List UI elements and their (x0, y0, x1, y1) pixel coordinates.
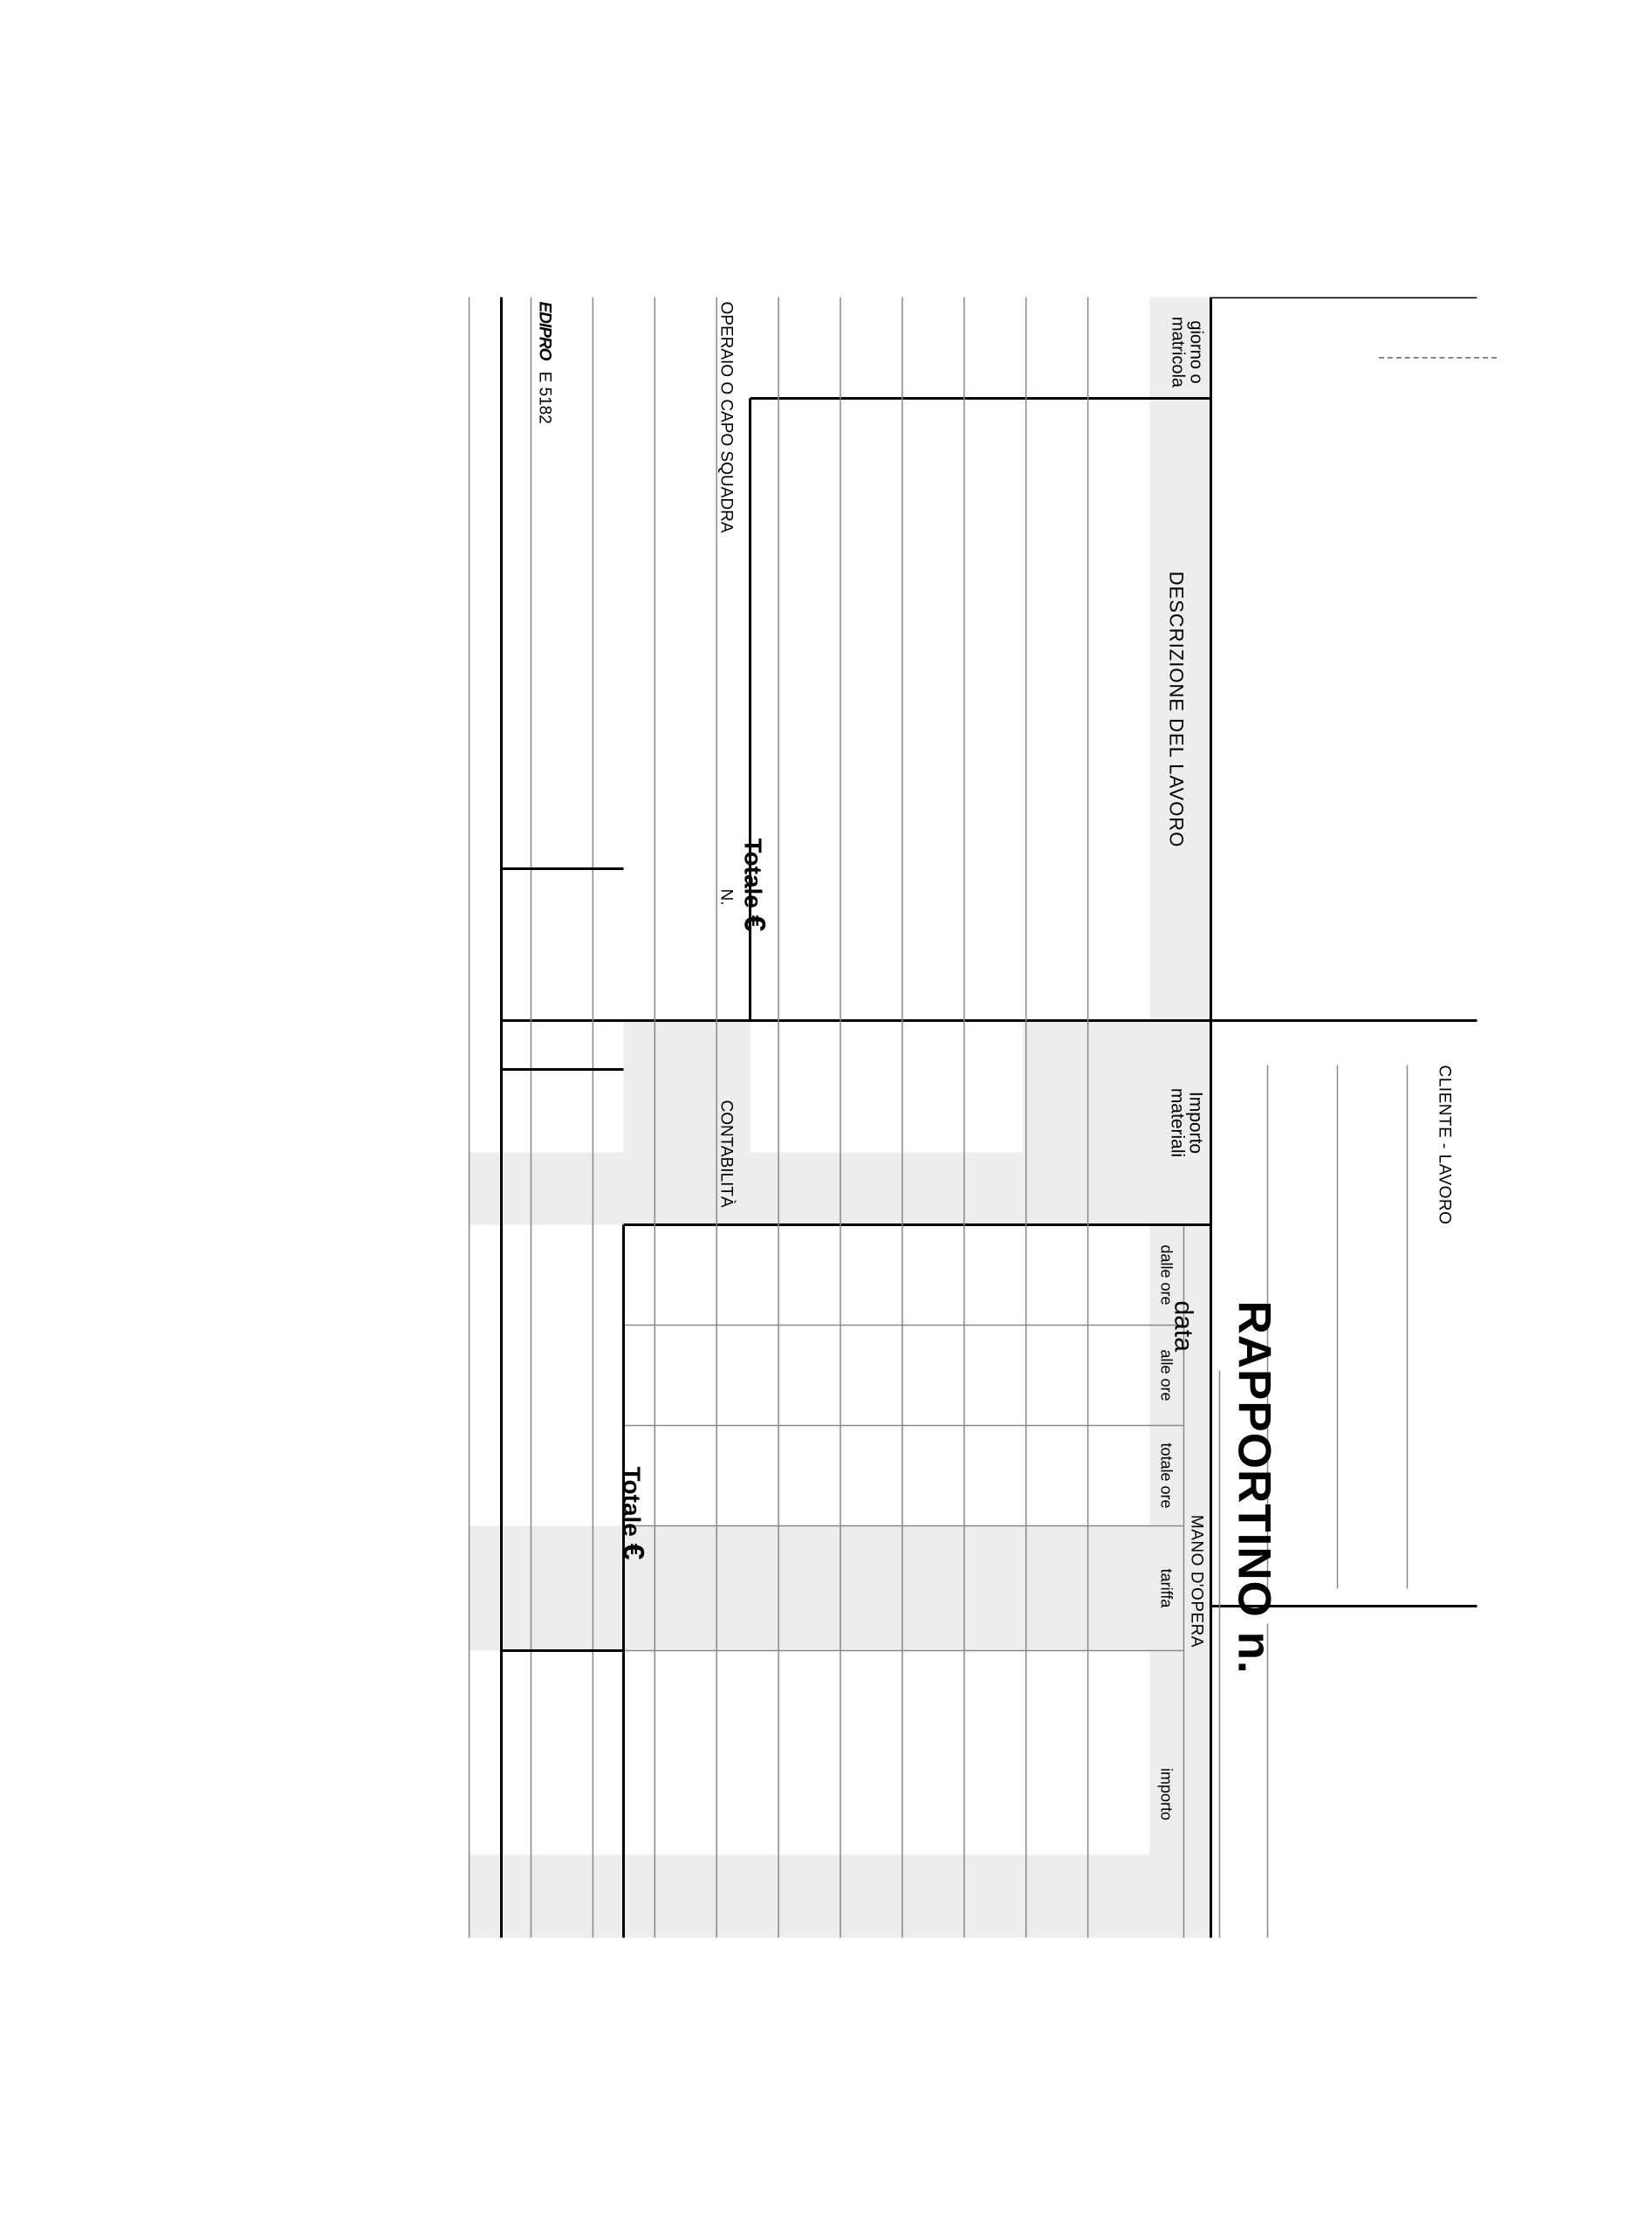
giorno-label: giorno o (1186, 319, 1206, 384)
materiali-cell-shade (1088, 1152, 1150, 1224)
tariffa-cell-shade (902, 1525, 964, 1650)
rapportino-form (295, 297, 1477, 1937)
data-label: data (1169, 1300, 1198, 1352)
dalle-ore-header: dalle ore (1157, 1244, 1176, 1305)
importo-cell-shade (655, 1854, 716, 1937)
materiali-cell-shade (964, 1152, 1026, 1224)
mano-opera-header: MANO D'OPERA (1187, 1514, 1206, 1648)
operaio-label: OPERAIO O CAPO SQUADRA (716, 301, 736, 532)
importo-cell-shade (902, 1854, 964, 1937)
tariffa-cell-shade (778, 1525, 840, 1650)
totale-mano-opera-label: Totale (618, 1466, 646, 1537)
euro-icon: € (737, 915, 771, 932)
contabilita-label: CONTABILITÀ (716, 1100, 736, 1208)
tariffa-cell-shade (1026, 1525, 1088, 1650)
cliente-lavoro-label: CLIENTE - LAVORO (1435, 1065, 1454, 1224)
tariffa-cell-shade (964, 1525, 1026, 1650)
importo-cell-shade (1088, 1854, 1150, 1937)
matricola-label: matricola (1168, 316, 1188, 387)
materiali-cell-shade (1026, 1152, 1088, 1224)
descrizione-header: DESCRIZIONE DEL LAVORO (1165, 571, 1188, 847)
form-grid (295, 297, 1477, 1937)
importo-cell-shade (716, 1854, 778, 1937)
tariffa-cell-shade (1088, 1525, 1150, 1650)
totale-ore-header: totale ore (1157, 1442, 1176, 1509)
form-code: E 5182 (535, 371, 554, 424)
form-title: RAPPORTINO n. (1228, 1300, 1280, 1675)
importo-cell-shade (964, 1854, 1026, 1937)
materiali-cell-shade (840, 1152, 902, 1224)
euro-icon: € (616, 1543, 650, 1560)
materiali-cell-shade (531, 1152, 593, 1224)
tariffa-cell-shade (716, 1525, 778, 1650)
tariffa-cell-shade (531, 1525, 593, 1650)
tariffa-header: tariffa (1157, 1568, 1176, 1607)
materiali-cell-shade (902, 1152, 964, 1224)
materiali-label: materiali (1167, 1087, 1188, 1157)
totale-materiali-label: Totale (739, 838, 767, 908)
numero-label: N. (716, 888, 736, 905)
importo-cell-shade (778, 1854, 840, 1937)
brand-logo: EDIPRO (535, 301, 554, 360)
importo-label: Importo (1185, 1091, 1206, 1154)
alle-ore-header: alle ore (1157, 1348, 1176, 1401)
tariffa-cell-shade (840, 1525, 902, 1650)
materiali-cell-shade (778, 1152, 840, 1224)
importo-total-shade (502, 1854, 624, 1937)
tariffa-cell-shade (655, 1525, 716, 1650)
importo-cell-shade (1026, 1854, 1088, 1937)
importo-header: importo (1157, 1767, 1176, 1820)
importo-cell-shade (840, 1854, 902, 1937)
